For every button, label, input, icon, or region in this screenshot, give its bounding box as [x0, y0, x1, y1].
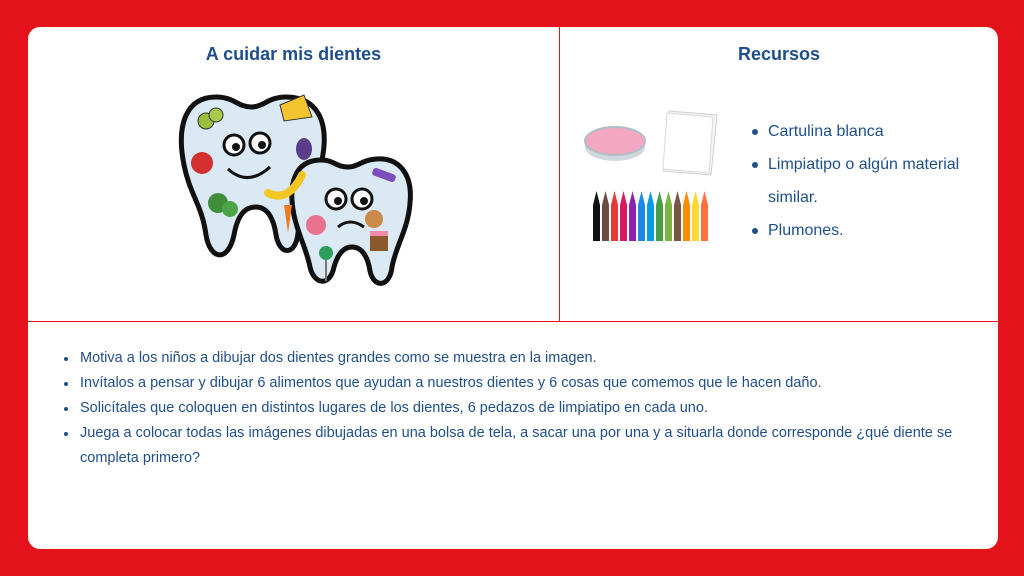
vertical-divider: [559, 27, 560, 322]
activity-title: A cuidar mis dientes: [205, 44, 382, 64]
resources-list: [750, 115, 990, 247]
resource-item: Limpiatipo o algún material similar.: [750, 148, 990, 214]
instruction-item: Motiva a los niños a dibujar dos dientes grandes como se muestra en la imagen.: [62, 346, 972, 371]
horizontal-divider: [28, 321, 998, 322]
two-teeth-illustration-icon: [176, 85, 416, 293]
instruction-item: Invítalos a pensar y dibujar 6 alimentos que ayudan a nuestros dientes y 6 cosas que comemos que le hacen daño.: [62, 371, 972, 396]
resource-item: Plumones.: [750, 214, 990, 247]
instruction-item: Juega a colocar todas las imágenes dibujadas en una bolsa de tela, a sacar una por una y a situarla donde corresponde ¿qué diente se completa primero?: [62, 421, 972, 471]
instruction-item: Solicítales que coloquen en distintos lugares de los dientes, 6 pedazos de limpiatipo en cada uno.: [62, 396, 972, 421]
craft-supplies-icon: [583, 105, 723, 245]
content-card: [28, 27, 998, 549]
resource-item: Cartulina blanca: [750, 115, 990, 148]
resources-title: Recursos: [737, 44, 821, 64]
instructions-list: [62, 346, 972, 471]
